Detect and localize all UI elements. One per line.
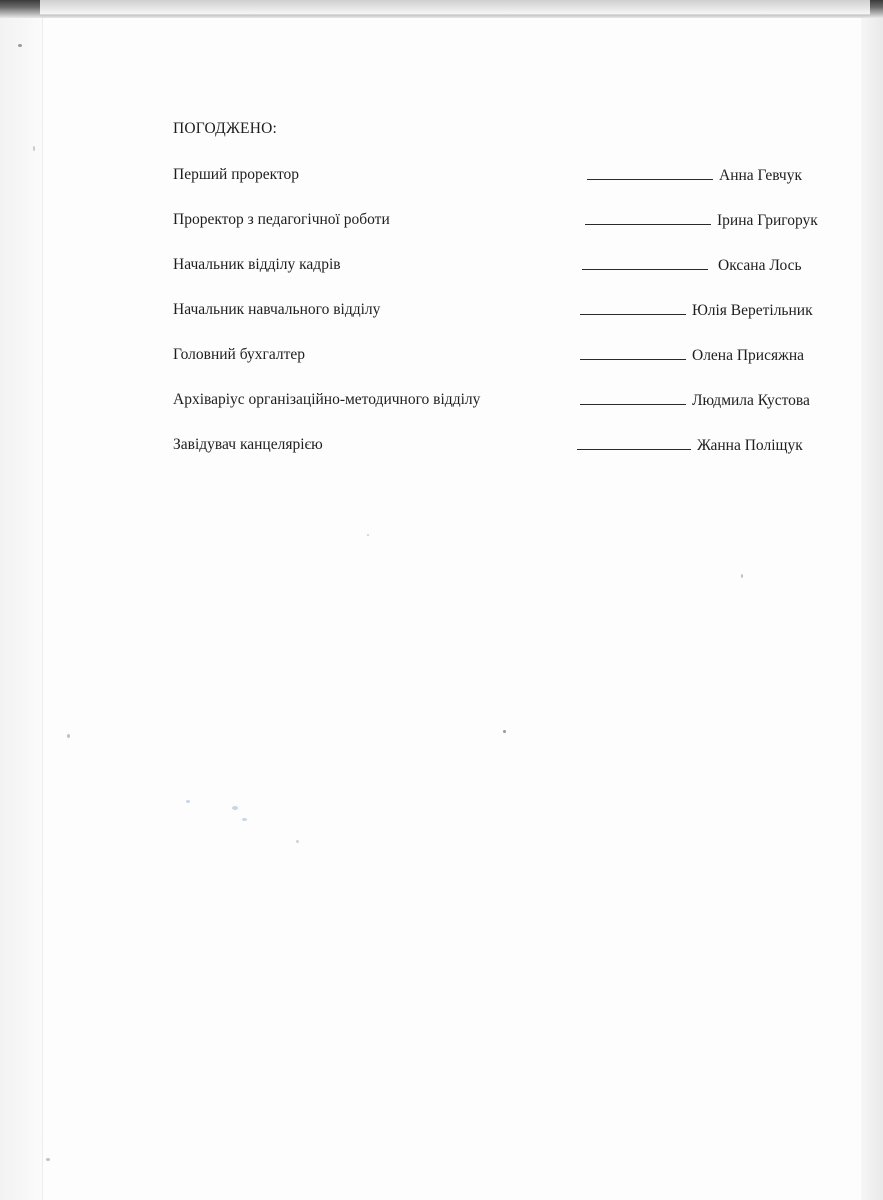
signatory-row bbox=[173, 389, 833, 411]
signature-line bbox=[577, 434, 691, 450]
signature-block bbox=[582, 254, 802, 277]
signatory-name: Олена Присяжна bbox=[692, 347, 804, 364]
scan-speck bbox=[67, 734, 70, 738]
approval-heading: ПОГОДЖЕНО: bbox=[173, 120, 278, 137]
signatory-name: Анна Гевчук bbox=[719, 167, 803, 184]
signature-line bbox=[585, 209, 711, 225]
signatory-role: Завідувач канцелярією bbox=[173, 436, 323, 453]
signature-block bbox=[580, 299, 813, 322]
signature-line bbox=[582, 254, 708, 270]
signatory-row bbox=[173, 254, 833, 276]
scan-speck bbox=[242, 818, 247, 821]
signatory-row bbox=[173, 434, 833, 456]
scan-speck bbox=[33, 146, 35, 151]
signatory-role: Начальник відділу кадрів bbox=[173, 256, 341, 273]
scan-speck bbox=[503, 730, 506, 733]
signatory-role: Начальник навчального відділу bbox=[173, 301, 381, 318]
signatory-name: Оксана Лось bbox=[718, 257, 802, 274]
scan-speck bbox=[367, 534, 369, 536]
signature-line bbox=[580, 389, 686, 405]
signature-line bbox=[580, 344, 686, 360]
signatory-row bbox=[173, 299, 833, 321]
signatory-role: Головний бухгалтер bbox=[173, 346, 306, 363]
signature-line bbox=[580, 299, 686, 315]
scan-right-edge bbox=[861, 0, 883, 1200]
scan-speck bbox=[296, 840, 299, 843]
signature-block bbox=[587, 164, 802, 187]
scan-speck bbox=[18, 44, 22, 47]
signatory-name: Ірина Григорук bbox=[717, 212, 818, 229]
scan-speck bbox=[186, 800, 190, 803]
signatory-role: Проректор з педагогічної роботи bbox=[173, 211, 390, 228]
signature-block bbox=[580, 344, 804, 367]
scan-speck bbox=[232, 806, 238, 810]
signatory-role: Перший проректор bbox=[173, 166, 300, 183]
scan-speck bbox=[741, 574, 743, 578]
scan-speck bbox=[46, 1158, 50, 1161]
signatory-row bbox=[173, 344, 833, 366]
signatory-row bbox=[173, 209, 833, 231]
approval-block bbox=[173, 118, 833, 479]
signatory-row bbox=[173, 164, 833, 186]
scan-top-paper-edge bbox=[40, 0, 870, 15]
signatory-role: Архіваріус організаційно-методичного відділу bbox=[173, 391, 481, 408]
signature-block bbox=[585, 209, 818, 232]
signature-block bbox=[577, 434, 803, 457]
signatory-name: Людмила Кустова bbox=[692, 392, 810, 409]
signature-line bbox=[587, 164, 713, 180]
scan-left-edge bbox=[0, 0, 43, 1200]
signature-block bbox=[580, 389, 810, 412]
signatory-name: Жанна Поліщук bbox=[697, 437, 803, 454]
signatory-name: Юлія Веретільник bbox=[692, 302, 813, 319]
